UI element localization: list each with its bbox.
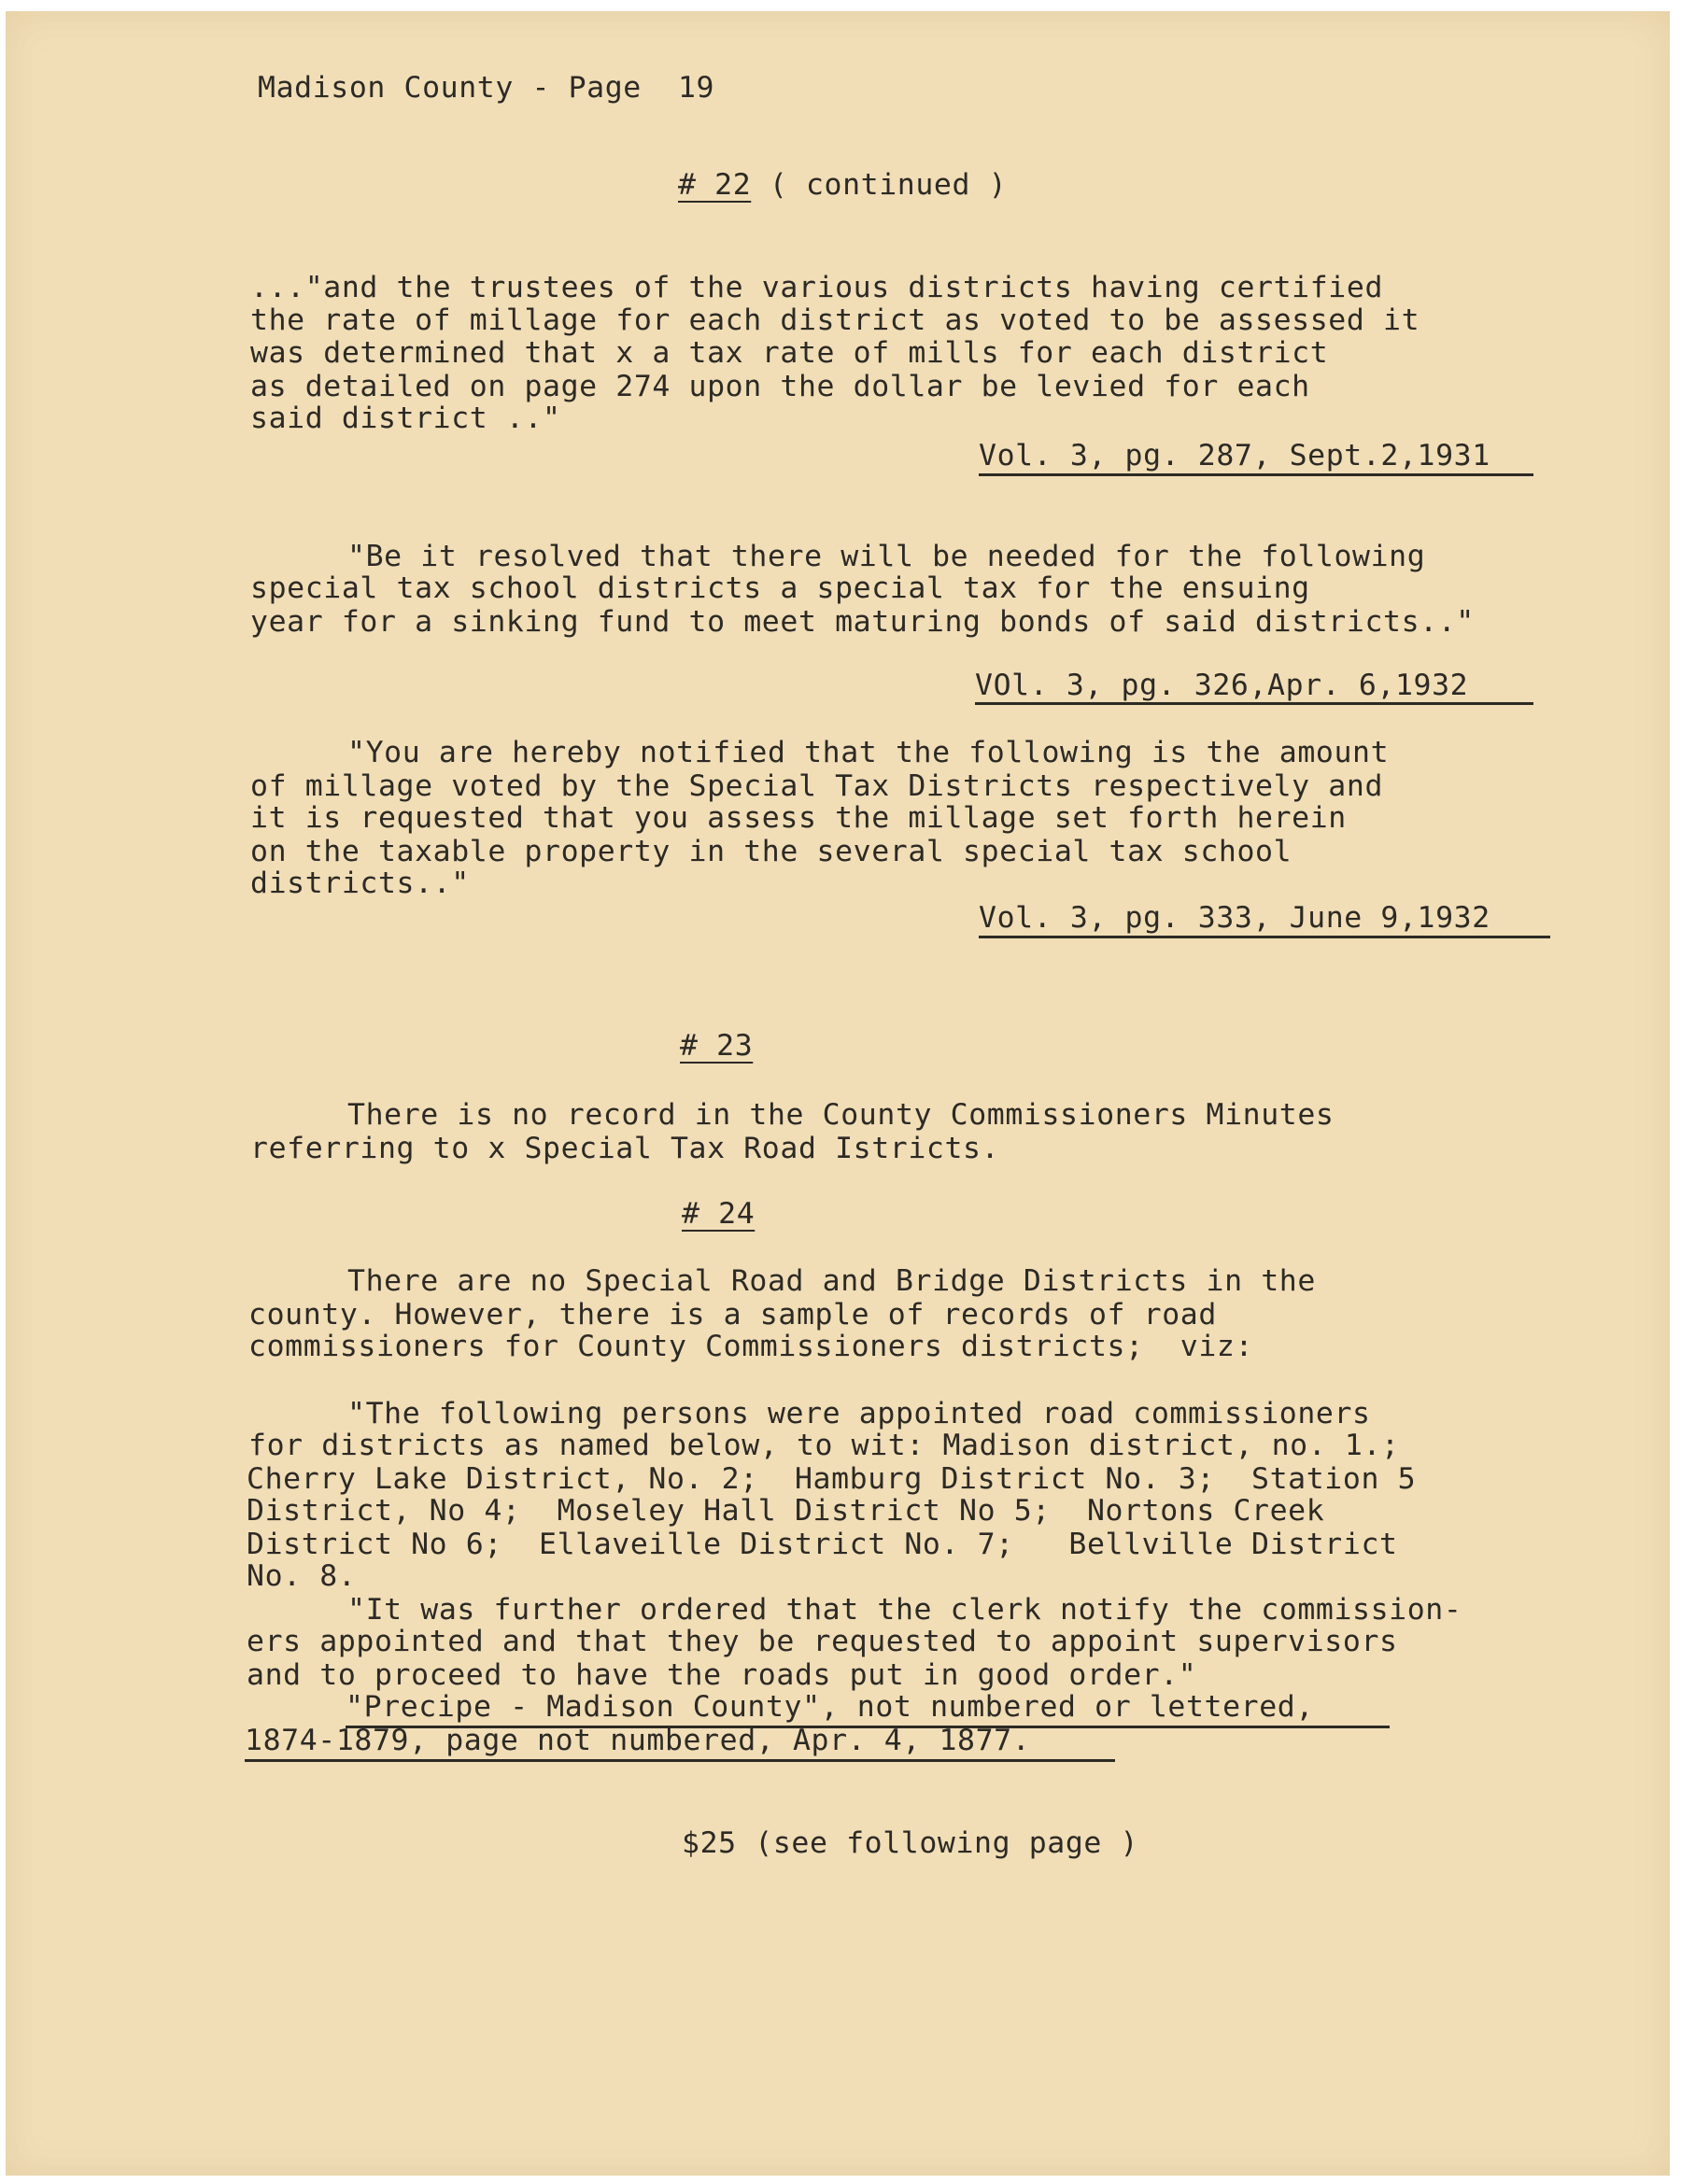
citation: Vol. 3, pg. 287, Sept.2,1931 [979,439,1490,472]
paragraph-line: No. 8. [247,1559,357,1593]
citation-underline [979,936,1550,938]
paragraph-line: county. However, there is a sample of records of road [248,1298,1217,1332]
citation: 1874-1879, page not numbered, Apr. 4, 1877. [245,1724,1031,1757]
citation-underline [975,702,1533,705]
citation: Vol. 3, pg. 333, June 9,1932 [979,901,1490,935]
paragraph-line: was determined that x a tax rate of mills for each district [250,336,1329,370]
paragraph-line: on the taxable property in the several special tax school [250,835,1293,868]
section-heading-23: # 23 [680,1029,754,1063]
paragraph-line: "Be it resolved that there will be needed for the following [347,540,1426,573]
paragraph-line: districts.." [250,867,470,900]
paragraph-line: of millage voted by the Special Tax Districts respectively and [250,769,1384,803]
paragraph-line: District No 6; Ellaveille District No. 7; Bellville District [247,1528,1398,1561]
page-footer: $25 (see following page ) [682,1826,1139,1860]
paragraph-line: There is no record in the County Commissioners Minutes [347,1098,1335,1132]
paragraph-line: for districts as named below, to wit: Madison district, no. 1.; [248,1429,1400,1462]
paragraph-line: ers appointed and that they be requested to appoint supervisors [247,1625,1398,1658]
paragraph-line: said district .." [250,402,561,435]
citation-underline [979,473,1533,476]
section-heading-24: # 24 [682,1197,756,1231]
paragraph-line: "The following persons were appointed road commissioners [347,1397,1371,1430]
paragraph-line: commissioners for County Commissioners districts; viz: [248,1330,1254,1363]
paragraph-line: "You are hereby notified that the following is the amount [347,736,1390,769]
citation: "Precipe - Madison County", not numbered or lettered, [346,1690,1314,1724]
paragraph-line: District, No 4; Moseley Hall District No 5; Nortons Creek [247,1494,1325,1528]
paragraph-line: ..."and the trustees of the various districts having certified [250,271,1384,304]
paragraph-line: it is requested that you assess the millage set forth herein [250,801,1347,835]
paragraph-line: as detailed on page 274 upon the dollar be levied for each [250,370,1310,403]
paragraph-line: the rate of millage for each district as voted to be assessed it [250,303,1420,337]
paragraph-line: "It was further ordered that the clerk notify the commission- [347,1593,1462,1627]
section-heading-22: # 22 ( continued ) [678,168,1008,202]
paragraph-line: There are no Special Road and Bridge Districts in the [347,1264,1316,1298]
paragraph-line: year for a sinking fund to meet maturing bonds of said districts.." [250,605,1475,639]
paragraph-line: referring to x Special Tax Road Istricts. [250,1132,1000,1165]
paragraph-line: special tax school districts a special tax for the ensuing [250,571,1310,605]
citation-underline [245,1759,1115,1762]
citation: VOl. 3, pg. 326,Apr. 6,1932 [975,669,1469,702]
paragraph-line: and to proceed to have the roads put in good order." [247,1658,1197,1692]
paragraph-line: Cherry Lake District, No. 2; Hamburg District No. 3; Station 5 [247,1462,1417,1496]
page-header: Madison County - Page 19 [258,71,715,105]
